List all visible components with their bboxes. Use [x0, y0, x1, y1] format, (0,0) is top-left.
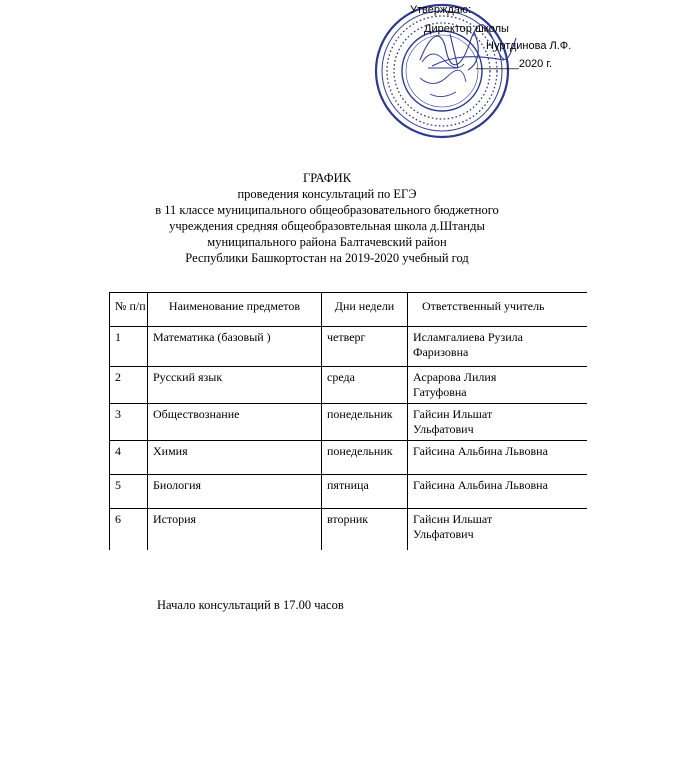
teacher-line: Фаризовна	[413, 345, 469, 359]
cell-day: понедельник	[322, 404, 408, 441]
teacher-line: Гайсина Альбина Львовна	[413, 444, 548, 458]
cell-num: 6	[110, 509, 148, 551]
table-row	[110, 404, 588, 441]
table-row	[110, 441, 588, 475]
teacher-line: Исламгалиева Рузила	[413, 330, 523, 344]
cell-day: пятница	[322, 475, 408, 509]
teacher-line: Гайсин Ильшат	[413, 512, 493, 526]
schedule-table-wrapper	[109, 292, 587, 550]
cell-num: 3	[110, 404, 148, 441]
table-row	[110, 509, 588, 551]
approved-label: Утверждаю:	[410, 4, 472, 16]
schedule-table	[109, 292, 587, 550]
cell-teacher	[408, 327, 588, 367]
director-label: Директор школы	[424, 23, 509, 35]
cell-subject: Биология	[148, 475, 322, 509]
teacher-line: Гатуфовна	[413, 385, 467, 399]
cell-day: среда	[322, 367, 408, 404]
cell-num: 5	[110, 475, 148, 509]
title-line: Республики Башкортостан на 2019-2020 учебный год	[185, 251, 469, 265]
cell-day: четверг	[322, 327, 408, 367]
teacher-line: Гайсина Альбина Львовна	[413, 478, 548, 492]
table-header-row	[110, 293, 588, 327]
teacher-line: Ульфатович	[413, 527, 474, 541]
cell-subject: История	[148, 509, 322, 551]
title-line: муниципального района Балтачевский район	[207, 235, 447, 249]
director-name: Нуртдинова Л.Ф.	[486, 40, 572, 52]
teacher-line: Ульфатович	[413, 422, 474, 436]
header-num: № п/п	[110, 293, 148, 327]
title-line: учреждения средняя общеобразовтельная школа д.Штанды	[169, 219, 485, 233]
cell-num: 4	[110, 441, 148, 475]
title-line: ГРАФИК	[302, 171, 352, 185]
cell-day: понедельник	[322, 441, 408, 475]
approval-date: _______2020 г.	[476, 58, 553, 70]
cell-subject: Обществознание	[148, 404, 322, 441]
approval-block	[0, 0, 692, 140]
table-row	[110, 367, 588, 404]
cell-subject: Русский язык	[148, 367, 322, 404]
cell-subject: Химия	[148, 441, 322, 475]
consultation-start-note: Начало консультаций в 17.00 часов	[157, 598, 344, 612]
document-title	[60, 170, 594, 266]
header-day: Дни недели	[322, 293, 408, 327]
teacher-line: Асрарова Лилия	[413, 370, 497, 384]
title-line: проведения консультаций по ЕГЭ	[237, 187, 417, 201]
title-line: в 11 классе муниципального общеобразовательного бюджетного	[155, 203, 499, 217]
header-subject: Наименование предметов	[148, 293, 322, 327]
cell-num: 2	[110, 367, 148, 404]
table-row	[110, 327, 588, 367]
cell-subject: Математика (базовый )	[148, 327, 322, 367]
cell-teacher	[408, 475, 588, 509]
table-row	[110, 475, 588, 509]
teacher-line: Гайсин Ильшат	[413, 407, 493, 421]
cell-day: вторник	[322, 509, 408, 551]
cell-teacher	[408, 441, 588, 475]
header-teacher: Ответственный учитель	[408, 293, 588, 327]
cell-teacher	[408, 509, 588, 551]
cell-teacher	[408, 404, 588, 441]
cell-teacher	[408, 367, 588, 404]
cell-num: 1	[110, 327, 148, 367]
